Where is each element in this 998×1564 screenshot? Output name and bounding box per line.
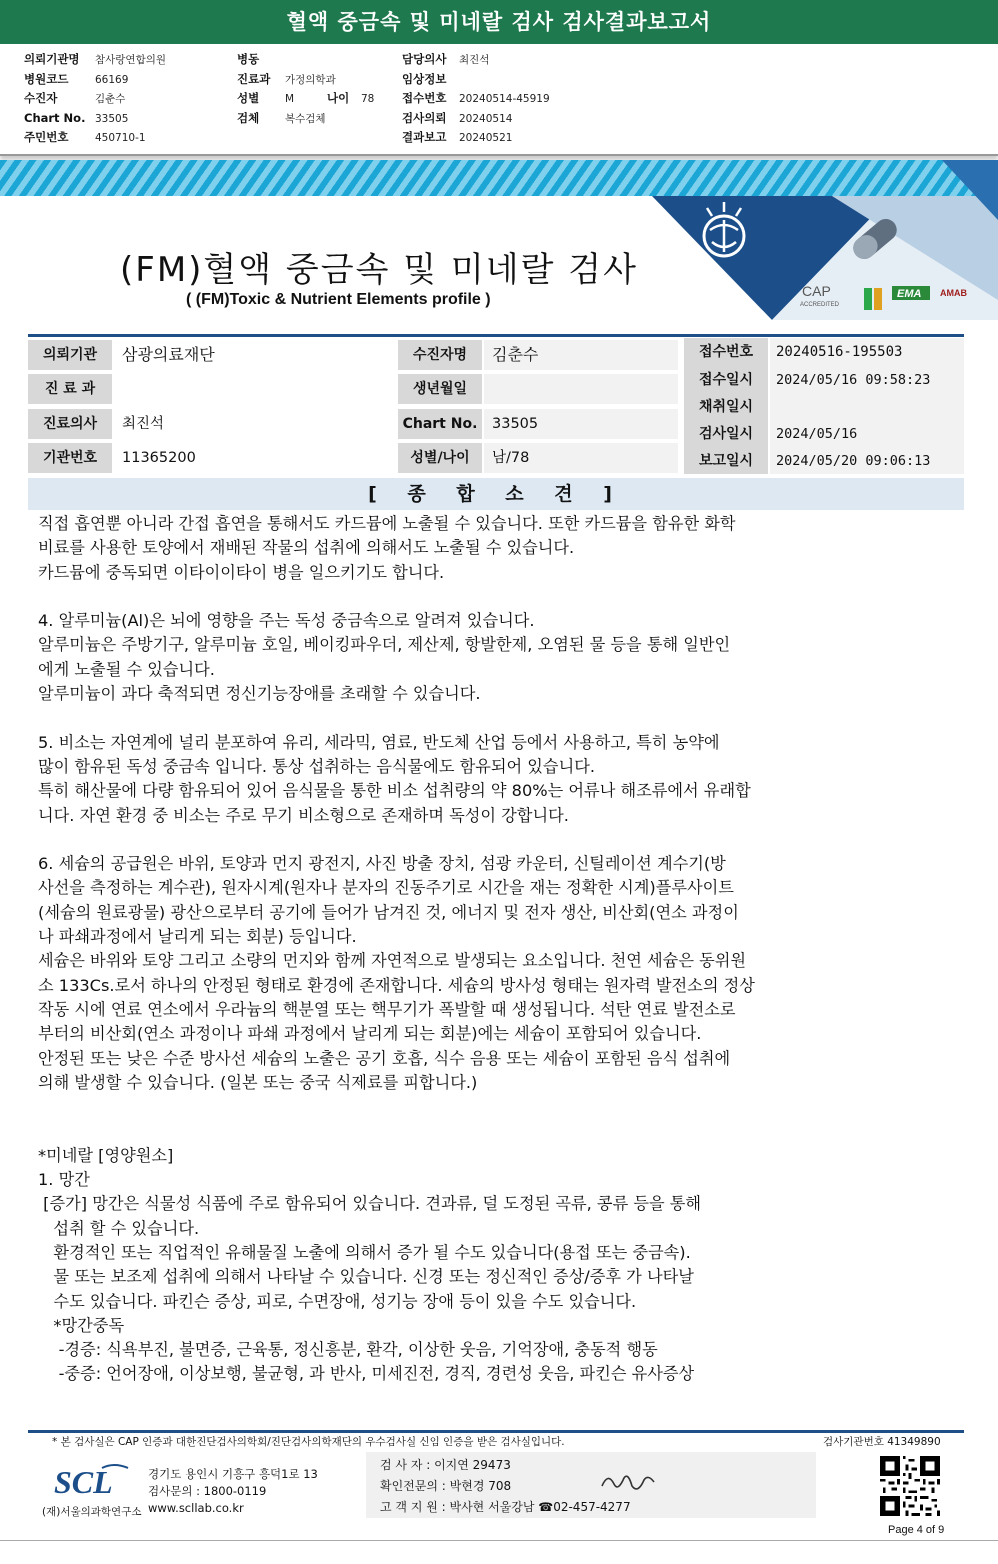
header-artwork bbox=[652, 160, 998, 320]
body-line: 물 또는 보조제 섭취에 의해서 나타날 수 있습니다. 신경 또는 정신적인 증상/증후 가 나타날 bbox=[38, 1267, 694, 1287]
lab-address bbox=[148, 1466, 318, 1517]
label-receipt-datetime: 접수일시 bbox=[684, 366, 768, 394]
body-line bbox=[38, 706, 938, 730]
page-title: (FM)혈액 중금속 및 미네랄 검사 bbox=[120, 250, 638, 290]
value-department: 가정의학과 bbox=[285, 73, 336, 86]
lab-code: 검사기관번호 41349890 bbox=[823, 1436, 941, 1448]
body-line: 6. 세슘의 공급원은 바위, 토양과 먼지 광전지, 사진 방출 장치, 섬광 카운터, 신틸레이션 계수기(방 bbox=[38, 854, 726, 874]
body-line: 작동 시에 연료 연소에서 우라늄의 핵분열 또는 핵무기가 폭발할 때 생성됩니다. 석탄 연료 발전소로 bbox=[38, 999, 736, 1019]
label-patient-name: 수진자명 bbox=[398, 340, 482, 370]
body-line: 카드뮴에 중독되면 이타이이타이 병을 일으키기도 합니다. bbox=[38, 562, 445, 582]
lab-name: (재)서울의과학연구소 bbox=[42, 1506, 142, 1518]
body-line: 의해 발생할 수 있습니다. (일본 또는 중국 식제료를 피합니다.) bbox=[38, 1072, 478, 1092]
body-line bbox=[38, 1119, 938, 1143]
body-line: 에게 노출될 수 있습니다. bbox=[38, 659, 215, 679]
label-test-datetime: 검사일시 bbox=[684, 420, 768, 448]
label-specimen: 검체 bbox=[237, 110, 260, 125]
staff-box bbox=[366, 1452, 816, 1518]
label-department-main: 진 료 과 bbox=[28, 374, 112, 404]
body-line bbox=[38, 585, 938, 609]
label-clinical-info: 임상정보 bbox=[402, 71, 447, 86]
staff-support: 고 객 지 원 : 박사현 서울강남 ☎02-457-4277 bbox=[380, 1500, 631, 1514]
value-chart-no: 33505 bbox=[95, 112, 129, 125]
summary-heading: [ 종 합 소 견 ] bbox=[28, 478, 964, 510]
value-request-date: 20240514 bbox=[459, 112, 513, 125]
body-line: 알루미늄은 주방기구, 알루미늄 호일, 베이킹파우더, 제산제, 항발한제, 오염된 물 등을 통해 일반인 bbox=[38, 635, 731, 655]
body-line: 1. 망간 bbox=[38, 1170, 90, 1190]
value-collection-datetime bbox=[770, 394, 964, 420]
svg-text:CAP: CAP bbox=[802, 283, 831, 299]
value-institution-no: 11365200 bbox=[122, 450, 196, 466]
header-col-3 bbox=[402, 50, 550, 148]
body-line: 특히 해산물에 다량 함유되어 있어 음식물을 통한 비소 섭취량의 약 80%는 어류나 해조류에서 유래합 bbox=[38, 781, 751, 801]
body-line: 알루미늄이 과다 축적되면 정신기능장애를 초래할 수 있습니다. bbox=[38, 684, 481, 704]
body-line: 5. 비소는 자연계에 널리 분포하여 유리, 세라믹, 염료, 반도체 산업 등에서 사용하고, 특히 농약에 bbox=[38, 732, 720, 752]
body-line: 나 파쇄과정에서 날리게 되는 회분) 등입니다. bbox=[38, 927, 357, 947]
body-line: [증가] 망간은 식물성 식품에 주로 함유되어 있습니다. 견과류, 덜 도정된 곡류, 콩류 등을 통해 bbox=[38, 1194, 702, 1214]
value-physician: 최진석 bbox=[122, 416, 165, 432]
value-sex-age: 남/78 bbox=[484, 443, 678, 473]
label-request-date: 검사의뢰 bbox=[402, 110, 447, 125]
label-receipt-no: 접수번호 bbox=[402, 91, 447, 105]
value-chart-number: 33505 bbox=[484, 409, 678, 439]
table-top-rule bbox=[28, 334, 964, 337]
body-line: 니다. 자연 환경 중 비소는 주로 무기 비소형으로 존재하며 독성이 강합니다. bbox=[38, 805, 569, 825]
value-resident-no: 450710-1 bbox=[95, 132, 146, 144]
value-age: 78 bbox=[361, 93, 375, 105]
qr-code bbox=[880, 1456, 940, 1516]
label-birthdate: 생년월일 bbox=[398, 374, 482, 404]
body-line: 세슘은 바위와 토양 그리고 소량의 먼지와 함께 자연적으로 발생되는 요소입니다. 천연 세슘은 동위원 bbox=[38, 951, 747, 971]
label-ward: 병동 bbox=[237, 52, 260, 66]
label-requesting-org: 의뢰기관명 bbox=[24, 52, 80, 66]
value-receipt-no: 20240514-45919 bbox=[459, 93, 550, 105]
accreditation-note: * 본 검사실은 CAP 인증과 대한진단검사의학회/진단검사의학재단의 우수검사실 신임 인증을 받은 검사실입니다. bbox=[52, 1436, 565, 1448]
body-line bbox=[38, 1095, 938, 1119]
signature bbox=[598, 1468, 658, 1498]
value-sex: M bbox=[285, 93, 295, 105]
svg-text:EMA: EMA bbox=[897, 288, 922, 300]
label-institution-no: 기관번호 bbox=[28, 443, 112, 473]
header-col-2 bbox=[237, 50, 374, 128]
report-banner: 혈액 중금속 및 미네랄 검사 검사결과보고서 bbox=[0, 0, 998, 44]
address-line: 경기도 용인시 기흥구 흥덕1로 13 bbox=[148, 1467, 318, 1481]
body-line: *망간중독 bbox=[38, 1315, 125, 1335]
body-line: 섭취 할 수 있습니다. bbox=[38, 1218, 200, 1238]
body-line: -중증: 언어장애, 이상보행, 불균형, 과 반사, 미세진전, 경직, 경련성 웃음, 파킨슨 유사증상 bbox=[38, 1364, 695, 1384]
label-department: 진료과 bbox=[237, 71, 271, 86]
body-line: (세슘의 원료광물) 광산으로부터 공기에 들어가 남겨진 것, 에너지 및 전자 생산, 비산회(연소 과정이 bbox=[38, 902, 739, 922]
body-line: 환경적인 또는 직업적인 유해물질 노출에 의해서 증가 될 수도 있습니다(용접 또는 중금속). bbox=[38, 1242, 691, 1262]
label-hospital-code: 병원코드 bbox=[24, 71, 69, 86]
body-line: 많이 함유된 독성 중금속 입니다. 통상 섭취하는 음식물에도 함유되어 있습니다. bbox=[38, 756, 595, 776]
label-report-date: 결과보고 bbox=[402, 130, 447, 144]
summary-body bbox=[38, 512, 938, 1387]
value-report-date: 20240521 bbox=[459, 132, 513, 144]
body-line: 직접 흡연뿐 아니라 간접 흡연을 통해서도 카드뮴에 노출될 수 있습니다. 또한 카드뮴을 함유한 화학 bbox=[38, 514, 736, 533]
value-requesting-org: 참사랑연합의원 bbox=[95, 54, 167, 66]
value-doctor: 최진석 bbox=[459, 54, 490, 66]
website-link[interactable]: www.scllab.co.kr bbox=[148, 1501, 244, 1515]
label-doctor: 담당의사 bbox=[402, 52, 447, 66]
page-subtitle: ( (FM)Toxic & Nutrient Elements profile ) bbox=[186, 291, 491, 308]
label-chart-no: Chart No. bbox=[24, 110, 86, 125]
value-patient: 김춘수 bbox=[95, 93, 126, 105]
label-receipt-number: 접수번호 bbox=[684, 338, 768, 366]
label-report-datetime: 보고일시 bbox=[684, 448, 768, 474]
bottom-rule bbox=[0, 1540, 998, 1541]
svg-text:SCL: SCL bbox=[54, 1464, 113, 1500]
label-resident-no: 주민번호 bbox=[24, 130, 69, 144]
label-sex-age: 성별/나이 bbox=[398, 443, 482, 473]
value-department-main bbox=[114, 374, 396, 404]
value-patient-name: 김춘수 bbox=[484, 340, 678, 370]
footer-rule bbox=[28, 1430, 964, 1433]
value-report-datetime: 2024/05/20 09:06:13 bbox=[770, 448, 964, 474]
label-age: 나이 bbox=[327, 91, 350, 105]
body-line: 수도 있습니다. 파킨슨 증상, 피로, 수면장애, 성기능 장애 등이 있을 수도 있습니다. bbox=[38, 1291, 637, 1311]
svg-text:ACCREDITED: ACCREDITED bbox=[800, 302, 840, 308]
label-org: 의뢰기관 bbox=[28, 340, 112, 370]
header-col-1 bbox=[24, 50, 166, 148]
label-patient: 수진자 bbox=[24, 91, 58, 105]
staff-specialist: 확인전문의 : 박현경 708 bbox=[380, 1479, 512, 1493]
value-receipt-datetime: 2024/05/16 09:58:23 bbox=[770, 366, 964, 394]
body-line: 4. 알루미늄(Al)은 뇌에 영향을 주는 독성 중금속으로 알려져 있습니다. bbox=[38, 611, 535, 631]
value-org: 삼광의료재단 bbox=[122, 345, 215, 364]
value-hospital-code: 66169 bbox=[95, 73, 129, 86]
body-line: 안정된 또는 낮은 수준 방사선 세슘의 노출은 공기 호흡, 식수 음용 또는 세슘이 포함된 음식 섭취에 bbox=[38, 1048, 731, 1068]
inquiry-line: 검사문의 : 1800-0119 bbox=[148, 1484, 267, 1498]
body-line: 비료를 사용한 토양에서 재배된 작물의 섭취에 의해서도 노출될 수 있습니다. bbox=[38, 538, 575, 558]
label-chart-number: Chart No. bbox=[398, 409, 482, 439]
svg-text:AMAB: AMAB bbox=[940, 288, 967, 298]
body-line: 소 133Cs.로서 하나의 안정된 형태로 환경에 존재합니다. 세슘의 방사성 형태는 원자력 발전소의 정상 bbox=[38, 975, 755, 995]
body-line: 사선을 측정하는 계수관), 원자시계(원자나 분자의 진동주기로 시간을 재는 정확한 시계)플루사이트 bbox=[38, 878, 734, 898]
header-info bbox=[0, 44, 998, 156]
body-line: *미네랄 [영양원소] bbox=[38, 1145, 174, 1165]
value-specimen: 복수검체 bbox=[285, 112, 326, 125]
staff-tester: 검 사 자 : 이지연 29473 bbox=[380, 1458, 511, 1472]
value-receipt-number: 20240516-195503 bbox=[770, 338, 964, 366]
value-birthdate bbox=[484, 374, 678, 404]
label-sex: 성별 bbox=[237, 91, 260, 105]
page-number: Page 4 of 9 bbox=[888, 1524, 945, 1536]
body-line: -경증: 식욕부진, 불면증, 근육통, 정신흥분, 환각, 이상한 웃음, 기억장애, 충동적 행동 bbox=[38, 1340, 658, 1360]
ema-logo bbox=[892, 286, 930, 300]
label-collection-datetime: 채취일시 bbox=[684, 394, 768, 420]
value-test-datetime: 2024/05/16 bbox=[770, 420, 964, 448]
label-physician: 진료의사 bbox=[28, 409, 112, 439]
body-line: 부터의 비산회(연소 과정이나 파쇄 과정에서 날리게 되는 회분)에는 세슘이 포함되어 있습니다. bbox=[38, 1024, 702, 1044]
amab-logo bbox=[940, 288, 967, 298]
scl-logo bbox=[52, 1460, 132, 1500]
body-line bbox=[38, 828, 938, 852]
